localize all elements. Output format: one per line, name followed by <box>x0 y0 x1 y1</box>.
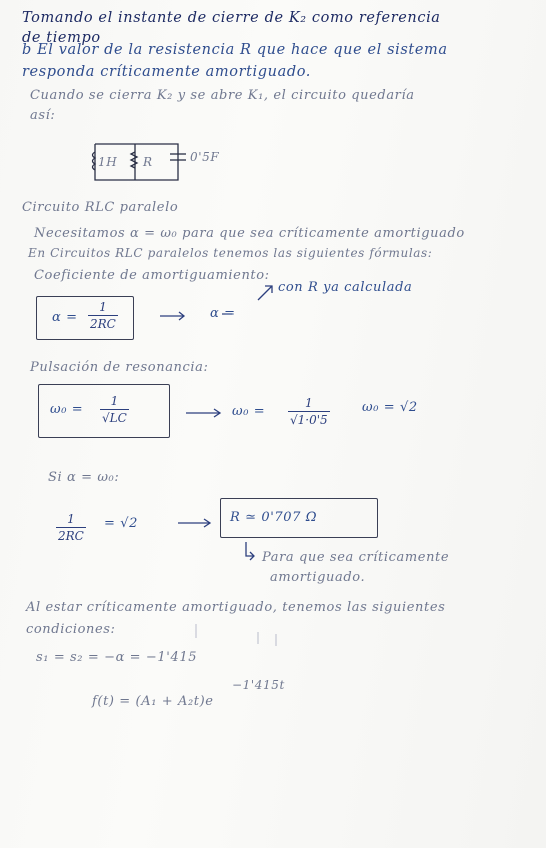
line-13: Si α = ω₀: <box>48 470 120 485</box>
alpha-fraction <box>88 300 118 331</box>
eq-denominator: 2RC <box>58 529 84 543</box>
w0-numerator: 1 <box>110 394 119 408</box>
line-17: condiciones: <box>26 622 116 637</box>
w0-mid: ω₀ = <box>232 404 266 419</box>
circuit-capacitor-label: 0'5F <box>190 150 220 164</box>
line-14: Para que sea críticamente <box>262 550 450 565</box>
w0-mid-numerator: 1 <box>305 396 313 410</box>
line-12: Pulsación de resonancia: <box>30 360 209 375</box>
line-4: responda críticamente amortiguado. <box>22 64 311 80</box>
line-6: así: <box>30 108 56 123</box>
roots-equation: s₁ = s₂ = −α = −1'415 <box>36 650 198 665</box>
w0-mid-denominator: √1·0'5 <box>290 413 328 427</box>
line-16: Al estar críticamente amortiguado, tenemos las siguientes <box>26 600 446 615</box>
ft-equation: f(t) = (A₁ + A₂t)e <box>92 694 214 709</box>
line-3: b El valor de la resistencia R que hace que el sistema <box>22 42 448 58</box>
eq-rhs: = √2 <box>104 516 138 531</box>
r-result: R ≃ 0'707 Ω <box>230 510 318 525</box>
line-2: de tiempo <box>22 30 101 46</box>
line-10: Coeficiente de amortiguamiento: <box>34 268 270 283</box>
alpha-formula-box <box>36 296 134 340</box>
ft-exponent: −1'415t <box>232 678 285 692</box>
w0-result: ω₀ = √2 <box>362 400 418 415</box>
eq-fraction <box>56 512 86 543</box>
eq-numerator: 1 <box>67 512 75 526</box>
circuit-inductor-label: 1H <box>98 155 118 169</box>
alpha-lhs: α = <box>52 310 78 325</box>
line-1: Tomando el instante de cierre de K₂ como referencia <box>22 10 441 26</box>
w0-mid-fraction <box>288 396 330 427</box>
line-8: Necesitamos α = ω₀ para que sea críticamente amortiguado <box>34 226 465 241</box>
line-9: En Circuitos RLC paralelos tenemos las siguientes fórmulas: <box>28 246 433 260</box>
line-11: con R ya calculada <box>278 280 413 295</box>
w0-denominator: √LC <box>102 411 127 425</box>
circuit-resistor-label: R <box>143 155 153 169</box>
line-5: Cuando se cierra K₂ y se abre K₁, el circuito quedaría <box>30 88 415 103</box>
line-15: amortiguado. <box>270 570 366 585</box>
w0-lhs: ω₀ = <box>50 402 84 417</box>
alpha-denominator: 2RC <box>90 317 116 331</box>
w0-fraction <box>100 394 129 425</box>
alpha-numerator: 1 <box>99 300 107 314</box>
line-7: Circuito RLC paralelo <box>22 200 179 215</box>
faint-marks <box>196 624 276 646</box>
alpha-rhs: α = <box>210 306 236 321</box>
